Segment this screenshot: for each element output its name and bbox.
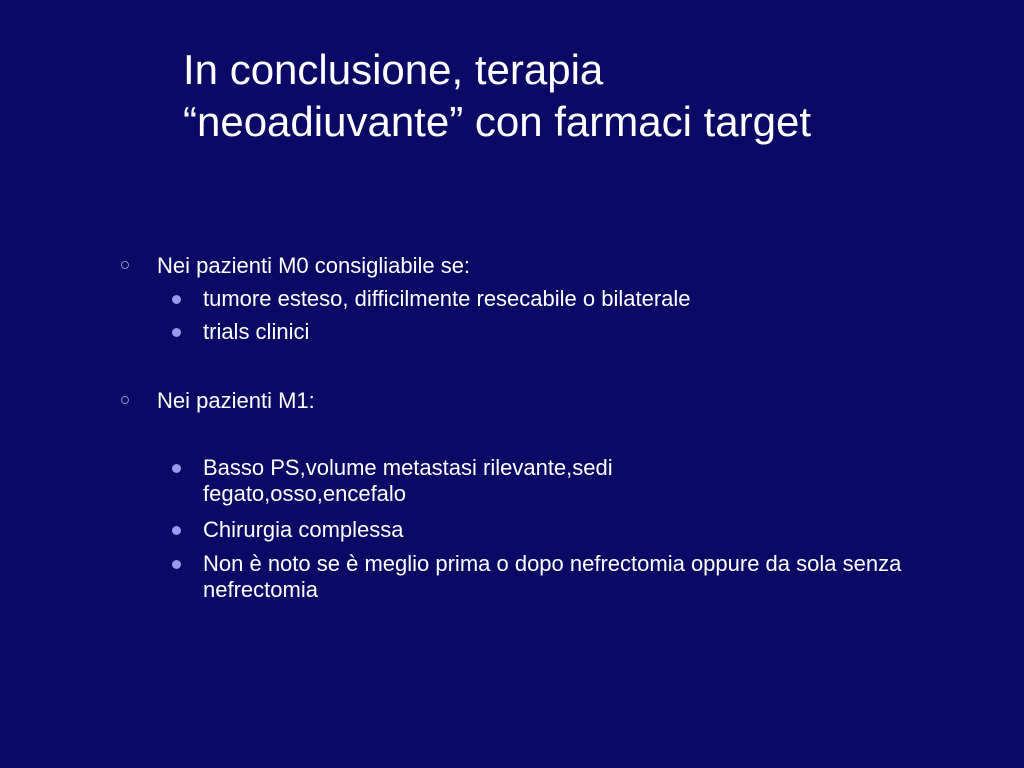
section-heading-m0: [157, 253, 470, 279]
list-item-text: Chirurgia complessa: [203, 517, 404, 542]
list-item-text: Non è noto se è meglio prima o dopo nefrectomia oppure da sola senza nefrectomia: [203, 551, 902, 602]
list-item: [203, 455, 783, 507]
list-item: [203, 286, 983, 312]
list-item: [203, 551, 973, 603]
slide-title-line-2: “neoadiuvante” con farmaci target: [183, 98, 812, 145]
list-item-text: tumore esteso, difficilmente resecabile o bilaterale: [203, 286, 691, 311]
filled-circle-bullet-icon: [172, 328, 181, 337]
hollow-circle-bullet-icon: [121, 261, 129, 269]
filled-circle-bullet-icon: [172, 464, 181, 473]
slide-title-line-1: In conclusione, terapia: [183, 46, 604, 93]
section-heading-text: Nei pazienti M1:: [157, 388, 315, 413]
filled-circle-bullet-icon: [172, 560, 181, 569]
list-item-text: Basso PS,volume metastasi rilevante,sedi fegato,osso,encefalo: [203, 455, 613, 506]
hollow-circle-bullet-icon: [121, 396, 129, 404]
section-heading-m1: [157, 388, 315, 414]
filled-circle-bullet-icon: [172, 295, 181, 304]
list-item: [203, 319, 983, 345]
filled-circle-bullet-icon: [172, 526, 181, 535]
list-item: [203, 517, 983, 543]
list-item-text: trials clinici: [203, 319, 310, 344]
section-heading-text: Nei pazienti M0 consigliabile se:: [157, 253, 471, 278]
